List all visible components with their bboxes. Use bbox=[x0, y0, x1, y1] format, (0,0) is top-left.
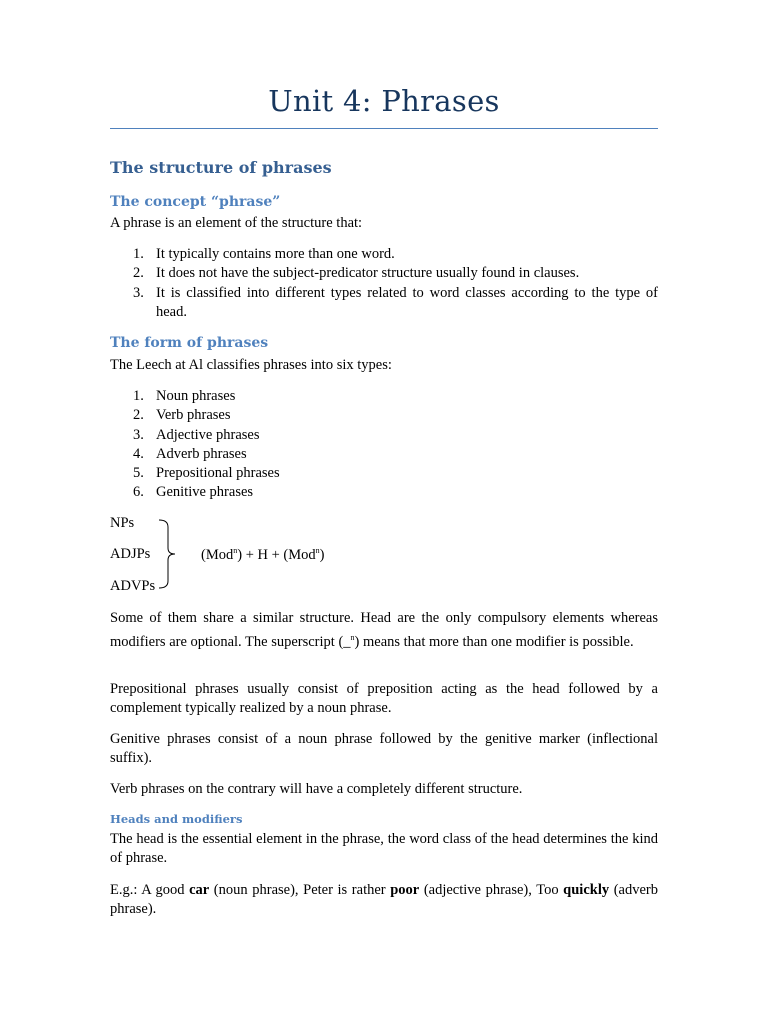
page-title: Unit 4: Phrases bbox=[268, 84, 500, 118]
list-text: Verb phrases bbox=[156, 407, 231, 424]
example-bold-word: quickly bbox=[563, 882, 610, 898]
paragraph-text: Some of them share a similar structure. Head are the only compulsory elements whereas modifiers are optional. The superscript (_ bbox=[110, 610, 658, 651]
list-number: 2. bbox=[133, 265, 144, 282]
paragraph-structure bbox=[110, 609, 658, 653]
paragraph-prepositional: Prepositional phrases usually consist of preposition acting as the head followed by a complement typically realized by a noun phrase. bbox=[110, 681, 658, 717]
example-paragraph bbox=[110, 881, 658, 920]
superscript-n: n bbox=[350, 633, 355, 643]
formula-label-adjps: ADJPs bbox=[110, 546, 151, 562]
concept-list bbox=[110, 245, 658, 322]
list-item bbox=[110, 245, 658, 264]
formula-label-advps: ADVPs bbox=[110, 578, 156, 594]
list-text: Genitive phrases bbox=[156, 484, 254, 501]
title-underline bbox=[110, 128, 658, 129]
list-number: 2. bbox=[133, 407, 144, 424]
formula-label-nps: NPs bbox=[110, 515, 135, 531]
heads-heading: Heads and modifiers bbox=[110, 812, 243, 826]
heads-paragraph: The head is the essential element in the phrase, the word class of the head determines the kind of phrase. bbox=[110, 831, 658, 867]
list-number: 4. bbox=[133, 445, 144, 462]
formula-part: (Mod bbox=[201, 547, 234, 563]
right-brace-icon bbox=[155, 518, 183, 590]
list-number: 3. bbox=[133, 284, 144, 301]
paragraph-verb: Verb phrases on the contrary will have a completely different structure. bbox=[110, 781, 523, 797]
example-text: (adjective phrase), Too bbox=[419, 882, 564, 898]
list-number: 5. bbox=[133, 465, 144, 482]
list-item bbox=[110, 445, 658, 464]
example-bold-word: poor bbox=[390, 882, 420, 898]
form-heading: The form of phrases bbox=[110, 335, 269, 351]
concept-heading: The concept “phrase” bbox=[110, 194, 281, 210]
list-number: 3. bbox=[133, 426, 144, 443]
list-text: Noun phrases bbox=[156, 388, 236, 404]
example-bold-word: car bbox=[189, 882, 210, 898]
list-item bbox=[110, 387, 658, 406]
formula-part: ) + H + (Mod bbox=[237, 547, 316, 563]
list-item bbox=[110, 406, 658, 425]
formula-part: ) bbox=[319, 547, 325, 563]
concept-intro: A phrase is an element of the structure that: bbox=[110, 215, 363, 231]
form-intro: The Leech at Al classifies phrases into six types: bbox=[110, 357, 392, 373]
list-item bbox=[110, 464, 658, 483]
example-text: E.g.: A good bbox=[110, 882, 190, 898]
paragraph-genitive: Genitive phrases consist of a noun phrase followed by the genitive marker (inflectional suffix). bbox=[110, 731, 658, 767]
list-text: It does not have the subject-predicator structure usually found in clauses. bbox=[156, 265, 580, 282]
form-list bbox=[110, 387, 658, 503]
phrase-formula bbox=[201, 546, 324, 564]
list-item bbox=[110, 483, 658, 502]
list-number: 6. bbox=[133, 484, 144, 501]
section-heading: The structure of phrases bbox=[110, 158, 332, 177]
list-number: 1. bbox=[133, 246, 144, 262]
list-number: 1. bbox=[133, 388, 144, 404]
list-text: It is classified into different types related to word classes according to the type of head. bbox=[156, 284, 658, 320]
list-item bbox=[110, 264, 658, 283]
example-text: (noun phrase), Peter is rather bbox=[209, 882, 391, 898]
list-item bbox=[110, 284, 658, 323]
list-text: It typically contains more than one word. bbox=[156, 246, 395, 262]
paragraph-text: ) means that more than one modifier is possible. bbox=[354, 634, 634, 651]
list-item bbox=[110, 426, 658, 445]
list-text: Adjective phrases bbox=[156, 426, 260, 443]
formula-superscript: n bbox=[233, 546, 238, 555]
list-text: Adverb phrases bbox=[156, 445, 247, 462]
list-text: Prepositional phrases bbox=[156, 465, 280, 482]
example-text: (adverb phrase). bbox=[110, 882, 658, 918]
formula-superscript: n bbox=[315, 546, 320, 555]
